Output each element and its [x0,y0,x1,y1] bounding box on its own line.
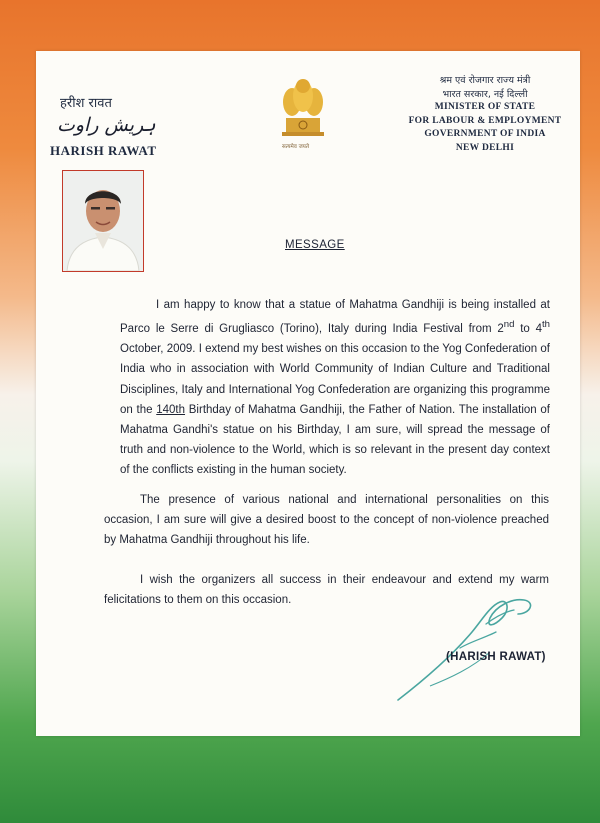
ministry-en-line4: NEW DELHI [455,142,515,153]
ministry-hindi-line1: श्रम एवं रोजगार राज्य मंत्री [439,75,531,86]
name-hindi: हरीश रावत [60,96,112,111]
p1-text-a: I am happy to know that a statue of Mahatma Gandhiji is being installed at Parco le Serre di Grugliasco (Torino), Italy during India Festival from 2 [120,299,550,336]
name-urdu: ہریش راوت [57,114,156,136]
paragraph-1 [120,295,550,481]
p1-underlined-140th: 140th [156,403,186,416]
p1-text-d: Birthday of Mahatma Gandhiji, the Father of Nation. The installation of Mahatma Gandhi's statue on his Birthday, I am sure, will spread the message of truth and non-violence to the World, which is so relevant in the present day context of the conflicts existing in the human society. [120,403,550,477]
handwritten-signature [390,588,550,708]
ministry-block [400,74,570,155]
message-title: MESSAGE [285,239,345,251]
paragraph-2 [104,490,549,551]
p1-sup-th: th [541,319,550,331]
ministry-hindi-line2: भारत सरकार, नई दिल्ली [442,88,528,100]
p1-sup-nd: nd [503,319,515,331]
p1-text-b: to 4 [514,323,542,336]
ministry-en-line3: GOVERNMENT OF INDIA [424,129,546,139]
p2-text: The presence of various national and international personalities on this occasion, I am sure will give a desired boost to the concept of non-violence preached by Mahatma Gandhiji throughout his life. [104,494,549,547]
ministry-en-line2: FOR LABOUR & EMPLOYMENT [408,115,562,126]
ministry-en-line1: MINISTER OF STATE [434,102,536,112]
signatory-name: (HARISH RAWAT) [446,651,546,663]
portrait-photo [62,170,144,272]
state-emblem-icon [276,70,330,150]
name-english: HARISH RAWAT [50,143,157,158]
p1-text-c: October, 2009. I extend my best wishes on this occasion to the Yog Confederation of India who in association with World Community of Indian Culture and Traditional Disciplines, Italy and International Yog Confederation are organizing this programme on the [120,343,550,416]
emblem-motto: सत्यमेव जयते [282,144,310,150]
p3-text: I wish the organizers all success in their endeavour and extend my warm felicitations to them on this occasion. [104,574,549,607]
